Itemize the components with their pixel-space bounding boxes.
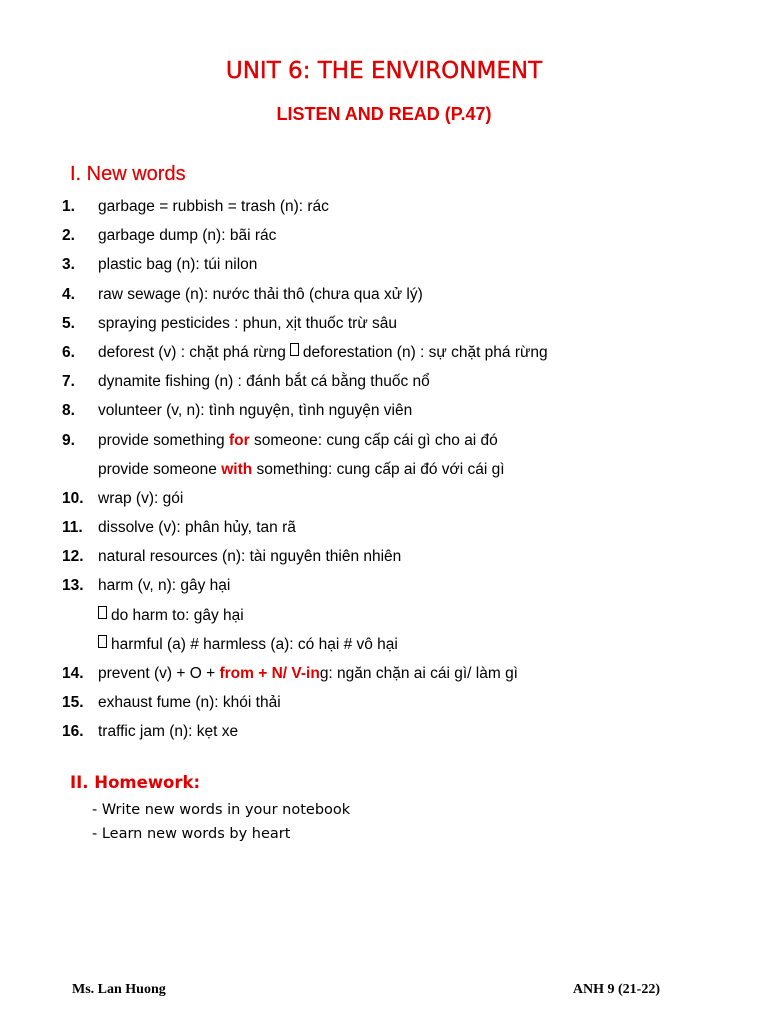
- list-item: [62, 605, 742, 634]
- list-item: [62, 459, 742, 488]
- item-text: [98, 342, 548, 371]
- list-item: [62, 313, 742, 342]
- item-number: [62, 605, 98, 634]
- list-item: [62, 488, 742, 517]
- homework-item: - Learn new words by heart: [92, 826, 291, 842]
- list-item: [62, 371, 742, 400]
- item-number: 8.: [62, 402, 75, 420]
- arrow-placeholder-icon: [98, 606, 107, 619]
- lesson-subtitle: LISTEN AND READ (P.47): [276, 104, 492, 124]
- item-text: exhaust fume (n): khói thải: [98, 694, 281, 712]
- item-text: traffic jam (n): kẹt xe: [98, 723, 239, 741]
- item-text-part: deforest (v) : chặt phá rừng: [98, 343, 286, 361]
- item-text-part: something: cung cấp ai đó với cái gì: [252, 460, 505, 478]
- list-item: [62, 225, 742, 254]
- item-text: garbage dump (n): bãi rác: [98, 227, 277, 245]
- highlight-word: with: [221, 460, 253, 478]
- item-text: [98, 430, 498, 459]
- item-text: natural resources (n): tài nguyên thiên nhiên: [98, 548, 402, 566]
- footer-teacher-name: Ms. Lan Huong: [72, 982, 166, 997]
- item-number: 11.: [62, 519, 83, 537]
- item-number: 13.: [62, 577, 84, 595]
- item-text: [98, 634, 398, 663]
- item-number: 4.: [62, 285, 75, 303]
- vocabulary-list: [62, 196, 742, 751]
- item-number: 16.: [62, 723, 84, 741]
- item-number: 7.: [62, 373, 75, 391]
- item-number: 15.: [62, 694, 84, 712]
- list-item: [62, 430, 742, 459]
- item-text: raw sewage (n): nước thải thô (chưa qua xử lý): [98, 285, 423, 303]
- list-item: [62, 254, 742, 283]
- highlight-word: from + N/ V-in: [219, 665, 320, 682]
- item-number: 2.: [62, 227, 75, 245]
- item-text: plastic bag (n): túi nilon: [98, 256, 258, 274]
- list-item: [62, 517, 742, 546]
- list-item: [62, 663, 742, 692]
- item-text-part: someone: cung cấp cái gì cho ai đó: [249, 431, 498, 449]
- item-text: [98, 605, 244, 634]
- new-words-heading: I. New words: [70, 163, 186, 185]
- homework-item: - Write new words in your notebook: [92, 802, 351, 818]
- unit-title: UNIT 6: THE ENVIRONMENT: [225, 58, 543, 84]
- list-item: [62, 342, 742, 371]
- item-text-part: provide someone: [98, 460, 222, 478]
- item-text: [98, 459, 505, 488]
- item-number: 12.: [62, 548, 84, 566]
- item-number: [62, 634, 98, 663]
- list-item: [62, 400, 742, 429]
- item-text: volunteer (v, n): tình nguyện, tình nguyện viên: [98, 402, 413, 420]
- item-number: [62, 459, 98, 488]
- list-item: [62, 692, 742, 721]
- item-number: 6.: [62, 343, 75, 361]
- item-number: 10.: [62, 489, 84, 507]
- arrow-placeholder-icon: [290, 343, 299, 356]
- item-number: 14.: [62, 665, 84, 682]
- item-number: 3.: [62, 256, 75, 274]
- item-text-part: g: ngăn chặn ai cái gì/ làm gì: [319, 665, 518, 682]
- item-text-part: prevent (v) + O +: [98, 665, 220, 682]
- item-text-part: provide something: [98, 431, 229, 449]
- item-text-part: deforestation (n) : sự chặt phá rừng: [302, 343, 548, 361]
- item-text: dissolve (v): phân hủy, tan rã: [98, 519, 296, 537]
- list-item: [62, 546, 742, 575]
- item-text: dynamite fishing (n) : đánh bắt cá bằng thuốc nổ: [98, 373, 430, 391]
- item-number: 5.: [62, 314, 75, 332]
- homework-list: [92, 799, 350, 847]
- list-item: [62, 721, 742, 750]
- item-text-part: do harm to: gây hại: [111, 606, 244, 624]
- item-text: harm (v, n): gây hại: [98, 577, 231, 595]
- item-text: wrap (v): gói: [98, 489, 184, 507]
- list-item: [62, 284, 742, 313]
- arrow-placeholder-icon: [98, 635, 107, 648]
- footer-class-label: ANH 9 (21-22): [572, 982, 660, 997]
- item-text: garbage = rubbish = trash (n): rác: [98, 198, 329, 215]
- item-text: spraying pesticides : phun, xịt thuốc trừ sâu: [98, 314, 398, 332]
- highlight-word: for: [228, 431, 250, 449]
- item-number: 1.: [62, 198, 75, 215]
- list-item: [62, 575, 742, 604]
- list-item: [62, 634, 742, 663]
- homework-heading: II. Homework:: [70, 773, 201, 792]
- item-text-part: harmful (a) # harmless (a): có hại # vô hại: [111, 635, 398, 653]
- item-text: [98, 663, 518, 692]
- list-item: [62, 196, 742, 225]
- item-number: 9.: [62, 431, 75, 449]
